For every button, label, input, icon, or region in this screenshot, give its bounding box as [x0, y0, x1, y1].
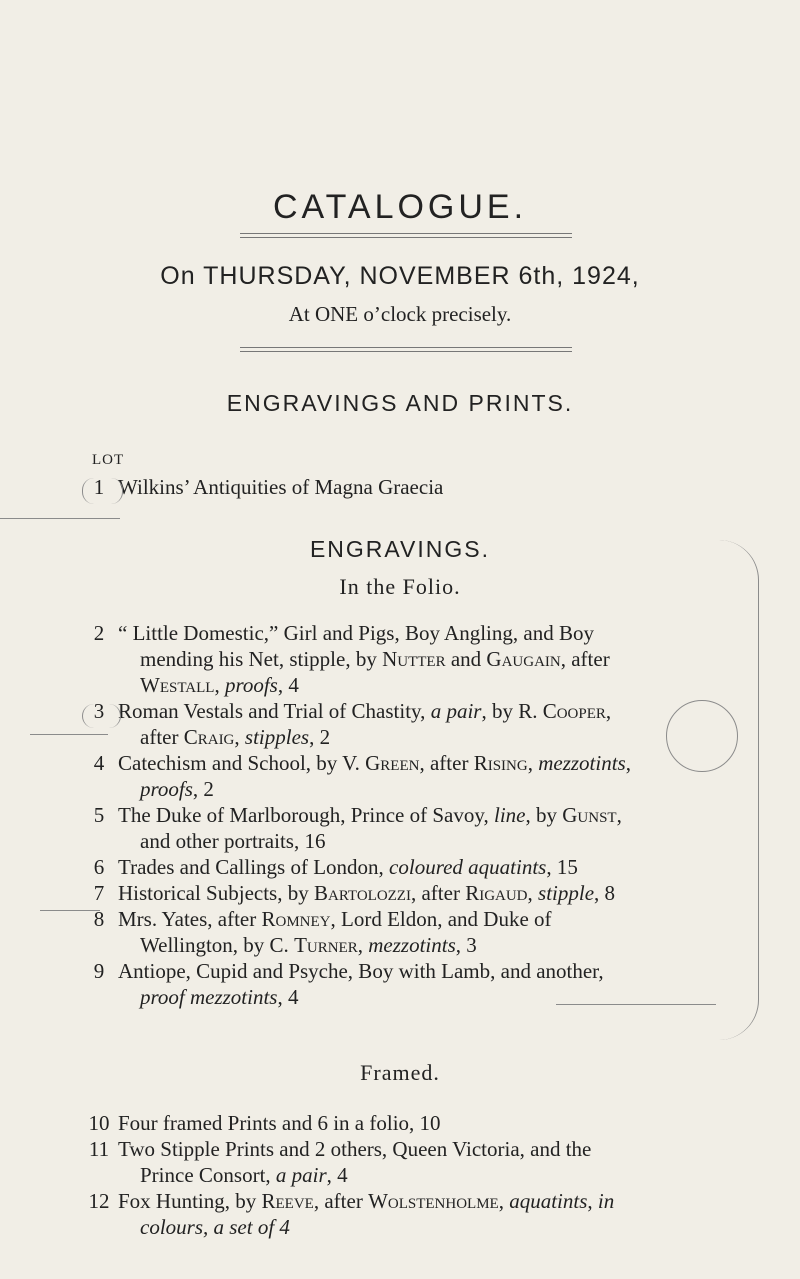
lot-description: Catechism and School, by V. Green, after Rising, mezzotints, proofs, 2	[118, 751, 631, 801]
title-divider	[240, 233, 572, 238]
lot-number: 3	[93, 699, 105, 723]
pencil-rule-mark	[556, 1004, 716, 1005]
lot-number: 12	[88, 1189, 110, 1213]
section-heading: ENGRAVINGS AND PRINTS.	[226, 390, 574, 416]
page-title: CATALOGUE.	[272, 188, 528, 226]
lot-description: Four framed Prints and 6 in a folio, 10	[118, 1111, 441, 1135]
lot-description: “ Little Domestic,” Girl and Pigs, Boy Angling, and Boy mending his Net, stipple, by Nutter and Gaugain, after Westall, proofs, 4	[118, 621, 610, 697]
pencil-rule-mark	[0, 518, 120, 519]
lot-description: Fox Hunting, by Reeve, after Wolstenholme, aquatints, in colours, a set of 4	[118, 1189, 615, 1239]
lot-number: 8	[93, 907, 105, 931]
date-divider	[240, 347, 572, 352]
lot-6	[50, 854, 750, 880]
lot-description: Wilkins’ Antiquities of Magna Graecia	[118, 475, 444, 499]
lot-4	[50, 750, 750, 802]
lot-2	[50, 620, 750, 698]
lot-number: 9	[93, 959, 105, 983]
lot-number: 11	[88, 1137, 110, 1161]
lot-description: The Duke of Marlborough, Prince of Savoy, line, by Gunst, and other portraits, 16	[118, 803, 622, 853]
pencil-rule-mark	[30, 734, 108, 735]
engravings-subheading: In the Folio.	[339, 574, 461, 599]
pencil-scribble-mark	[666, 700, 738, 772]
sale-date: On THURSDAY, NOVEMBER 6th, 1924,	[160, 262, 640, 290]
lot-11	[50, 1136, 750, 1188]
lot-description: Historical Subjects, by Bartolozzi, after Rigaud, stipple, 8	[118, 881, 616, 905]
engravings-heading: ENGRAVINGS.	[309, 536, 491, 562]
lot-number: 2	[93, 621, 105, 645]
sale-time: At ONE o’clock precisely.	[288, 302, 512, 326]
lot-description: Antiope, Cupid and Psyche, Boy with Lamb, and another, proof mezzotints, 4	[118, 959, 604, 1009]
pencil-bracket-mark	[82, 704, 105, 728]
lot-number: 7	[93, 881, 105, 905]
lot-12	[50, 1188, 750, 1240]
lot-9	[50, 958, 750, 1010]
framed-heading: Framed.	[360, 1060, 440, 1085]
lot-8	[50, 906, 750, 958]
lot-description: Trades and Callings of London, coloured aquatints, 15	[118, 855, 578, 879]
lot-number: 5	[93, 803, 105, 827]
lot-7	[50, 880, 750, 906]
lot-1	[50, 474, 750, 500]
lot-column-label: LOT	[92, 452, 125, 468]
lot-description: Roman Vestals and Trial of Chastity, a pair, by R. Cooper, after Craig, stipples, 2	[118, 699, 612, 749]
lot-number: 1	[93, 475, 105, 499]
lot-description: Mrs. Yates, after Romney, Lord Eldon, and Duke of Wellington, by C. Turner, mezzotints, 3	[118, 907, 552, 957]
lot-number: 6	[93, 855, 105, 879]
pencil-margin-mark	[712, 540, 759, 1040]
pencil-bracket-mark	[82, 478, 107, 504]
lot-number: 10	[88, 1111, 110, 1135]
lot-5	[50, 802, 750, 854]
lot-3	[50, 698, 750, 750]
lot-10	[50, 1110, 750, 1136]
pencil-rule-mark	[40, 910, 100, 911]
lot-description: Two Stipple Prints and 2 others, Queen Victoria, and the Prince Consort, a pair, 4	[118, 1137, 592, 1187]
lot-number: 4	[93, 751, 105, 775]
